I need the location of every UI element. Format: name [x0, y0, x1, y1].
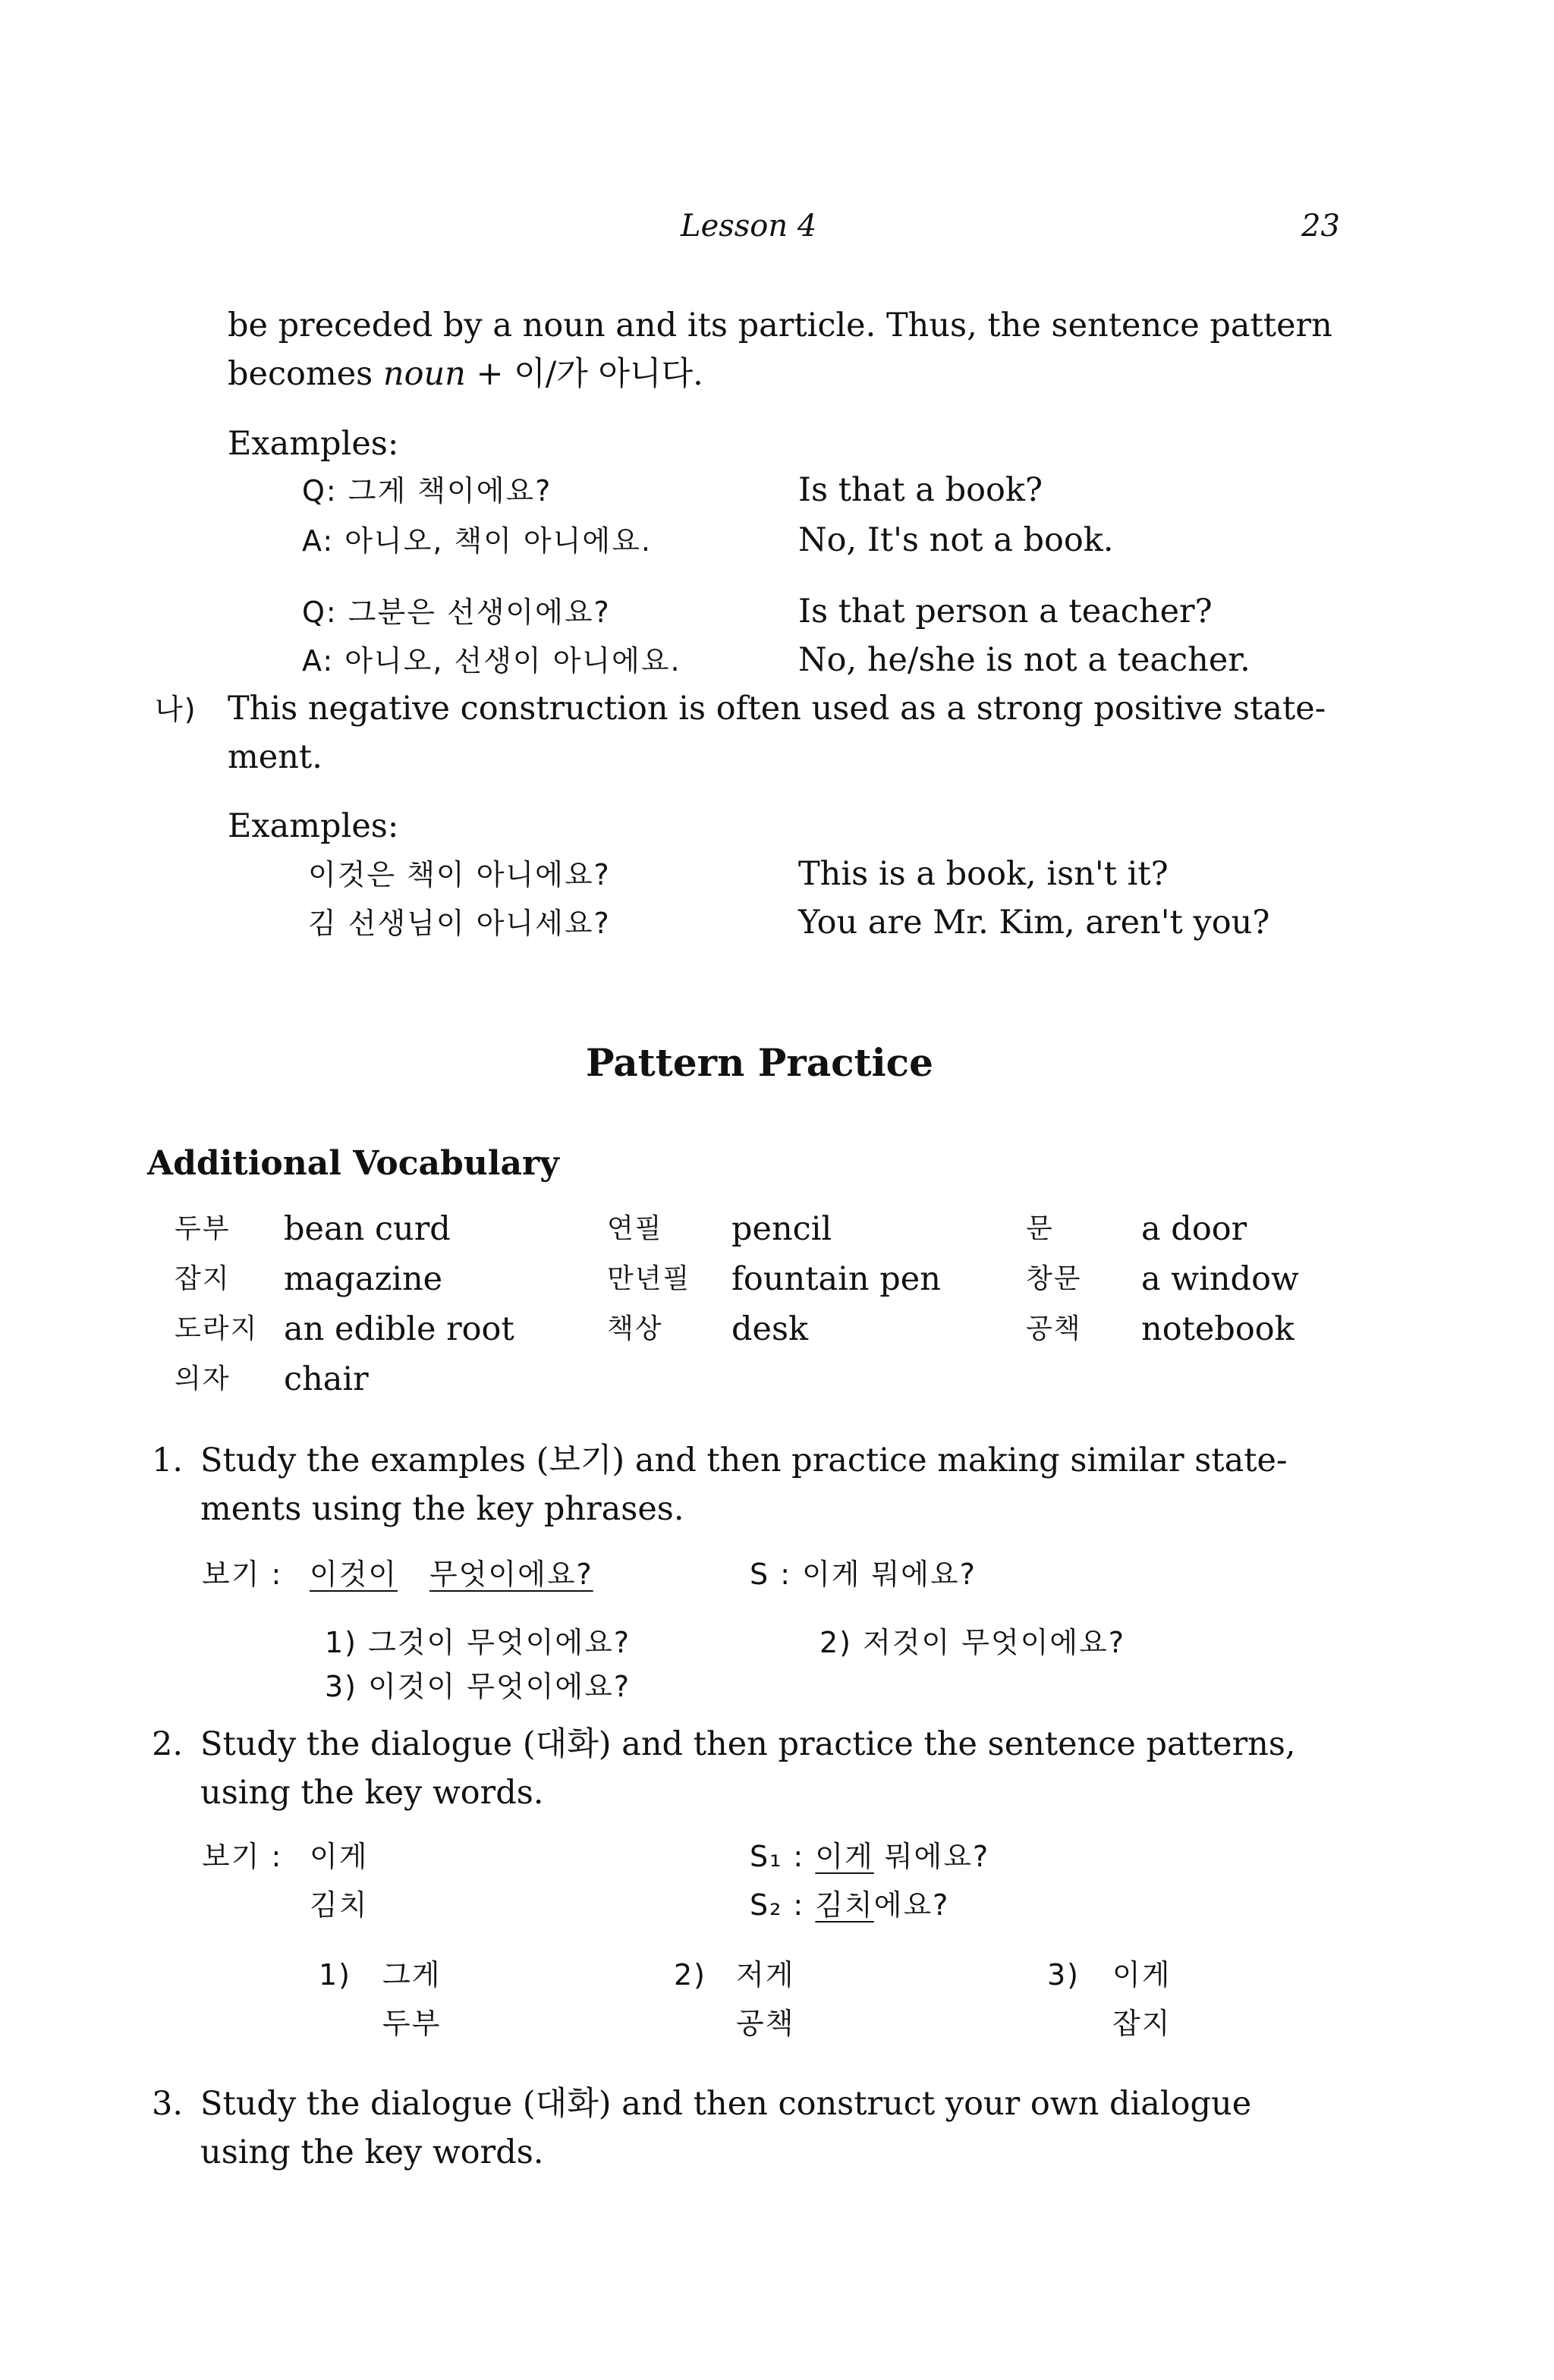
- intro-line-2: becomes noun + 이/가 아니다.: [228, 355, 703, 393]
- example-en: No, he/she is not a teacher.: [798, 641, 1250, 679]
- vocab-en: bean curd: [284, 1210, 451, 1248]
- practice-item: 3) 이것이 무엇이에요?: [325, 1670, 631, 1703]
- example-ko: 이것은 책이 아니에요?: [308, 858, 611, 891]
- examples-label-b: Examples:: [228, 807, 399, 845]
- exercise-3-line-2: using the key words.: [200, 2133, 544, 2171]
- example-en: No, It's not a book.: [798, 521, 1114, 559]
- practice-item-number: 1): [319, 1958, 352, 1992]
- s-line: S : 이게 뭐에요?: [750, 1558, 977, 1591]
- practice-item-word: 공책: [736, 2007, 795, 2040]
- example-ko: Q: 그게 책이에요?: [302, 474, 552, 508]
- vocab-ko: 창문: [1026, 1263, 1082, 1294]
- vocab-ko: 두부: [175, 1213, 231, 1244]
- vocab-ko: 의자: [175, 1363, 231, 1394]
- vocab-en: a window: [1141, 1260, 1299, 1298]
- bogi-word: 김치: [310, 1888, 369, 1922]
- vocab-ko: 공책: [1026, 1313, 1082, 1344]
- practice-item-number: 2): [674, 1958, 707, 1992]
- practice-item-number: 3): [1047, 1958, 1081, 1992]
- example-en: This is a book, isn't it?: [798, 855, 1169, 893]
- vocab-en: magazine: [284, 1260, 443, 1298]
- vocab-en: notebook: [1141, 1310, 1294, 1348]
- vocab-ko: 연필: [607, 1213, 663, 1244]
- exercise-1-line-2: ments using the key phrases.: [200, 1490, 684, 1528]
- dialogue-s2: S₂ : 김치에요?: [750, 1888, 950, 1922]
- vocab-ko: 잡지: [175, 1263, 231, 1294]
- bogi-word: 이게: [310, 1840, 369, 1873]
- example-en: You are Mr. Kim, aren't you?: [798, 904, 1270, 942]
- example-en: Is that a book?: [798, 471, 1043, 509]
- bogi-label: 보기 :: [202, 1558, 283, 1591]
- vocab-en: pencil: [731, 1210, 832, 1248]
- practice-item-word: 저게: [736, 1958, 795, 1992]
- vocab-ko: 만년필: [607, 1263, 691, 1294]
- vocab-en: chair: [284, 1360, 369, 1398]
- vocab-ko: 문: [1026, 1213, 1054, 1244]
- exercise-1-line-1: Study the examples (보기) and then practice making similar state-: [200, 1442, 1288, 1479]
- bogi-predicate: 무엇이에요?: [429, 1558, 593, 1591]
- exercise-number: 1.: [152, 1442, 184, 1479]
- vocab-en: fountain pen: [731, 1260, 941, 1298]
- practice-item-word: 그게: [382, 1958, 442, 1992]
- section-title: Pattern Practice: [586, 1040, 933, 1085]
- bogi-keyword-subject: 이것이: [310, 1558, 398, 1591]
- exercise-2-line-1: Study the dialogue (대화) and then practice the sentence patterns,: [200, 1725, 1296, 1763]
- vocabulary-heading: Additional Vocabulary: [147, 1144, 559, 1183]
- vocab-ko: 책상: [607, 1313, 663, 1344]
- practice-item-word: 이게: [1112, 1958, 1172, 1992]
- bogi-label: 보기 :: [202, 1840, 283, 1873]
- practice-item-word: 잡지: [1112, 2007, 1172, 2040]
- example-ko: A: 아니오, 선생이 아니에요.: [302, 644, 681, 678]
- vocab-en: desk: [731, 1310, 809, 1348]
- exercise-3-line-1: Study the dialogue (대화) and then construct your own dialogue: [200, 2085, 1252, 2123]
- vocab-ko: 도라지: [175, 1313, 259, 1344]
- section-line-2: ment.: [228, 738, 322, 776]
- practice-item: 1) 그것이 무엇이에요?: [325, 1626, 631, 1659]
- exercise-number: 2.: [152, 1725, 184, 1763]
- practice-item-word: 두부: [382, 2007, 442, 2040]
- page-number: 23: [1301, 209, 1340, 244]
- running-head: Lesson 4: [681, 209, 817, 244]
- section-marker: 나): [155, 693, 197, 726]
- intro-line-1: be preceded by a noun and its particle. Thus, the sentence pattern: [228, 307, 1332, 344]
- dialogue-s1: S₁ : 이게 뭐에요?: [750, 1840, 990, 1873]
- practice-item: 2) 저것이 무엇이에요?: [819, 1626, 1125, 1659]
- vocab-en: an edible root: [284, 1310, 514, 1348]
- examples-label-a: Examples:: [228, 425, 399, 463]
- example-ko: 김 선생님이 아니세요?: [308, 907, 611, 940]
- example-en: Is that person a teacher?: [798, 593, 1213, 630]
- exercise-2-line-2: using the key words.: [200, 1774, 544, 1812]
- vocab-en: a door: [1141, 1210, 1247, 1248]
- example-ko: Q: 그분은 선생이에요?: [302, 596, 611, 629]
- example-ko: A: 아니오, 책이 아니에요.: [302, 524, 652, 558]
- section-line-1: This negative construction is often used as a strong positive state-: [228, 690, 1326, 728]
- exercise-number: 3.: [152, 2085, 184, 2123]
